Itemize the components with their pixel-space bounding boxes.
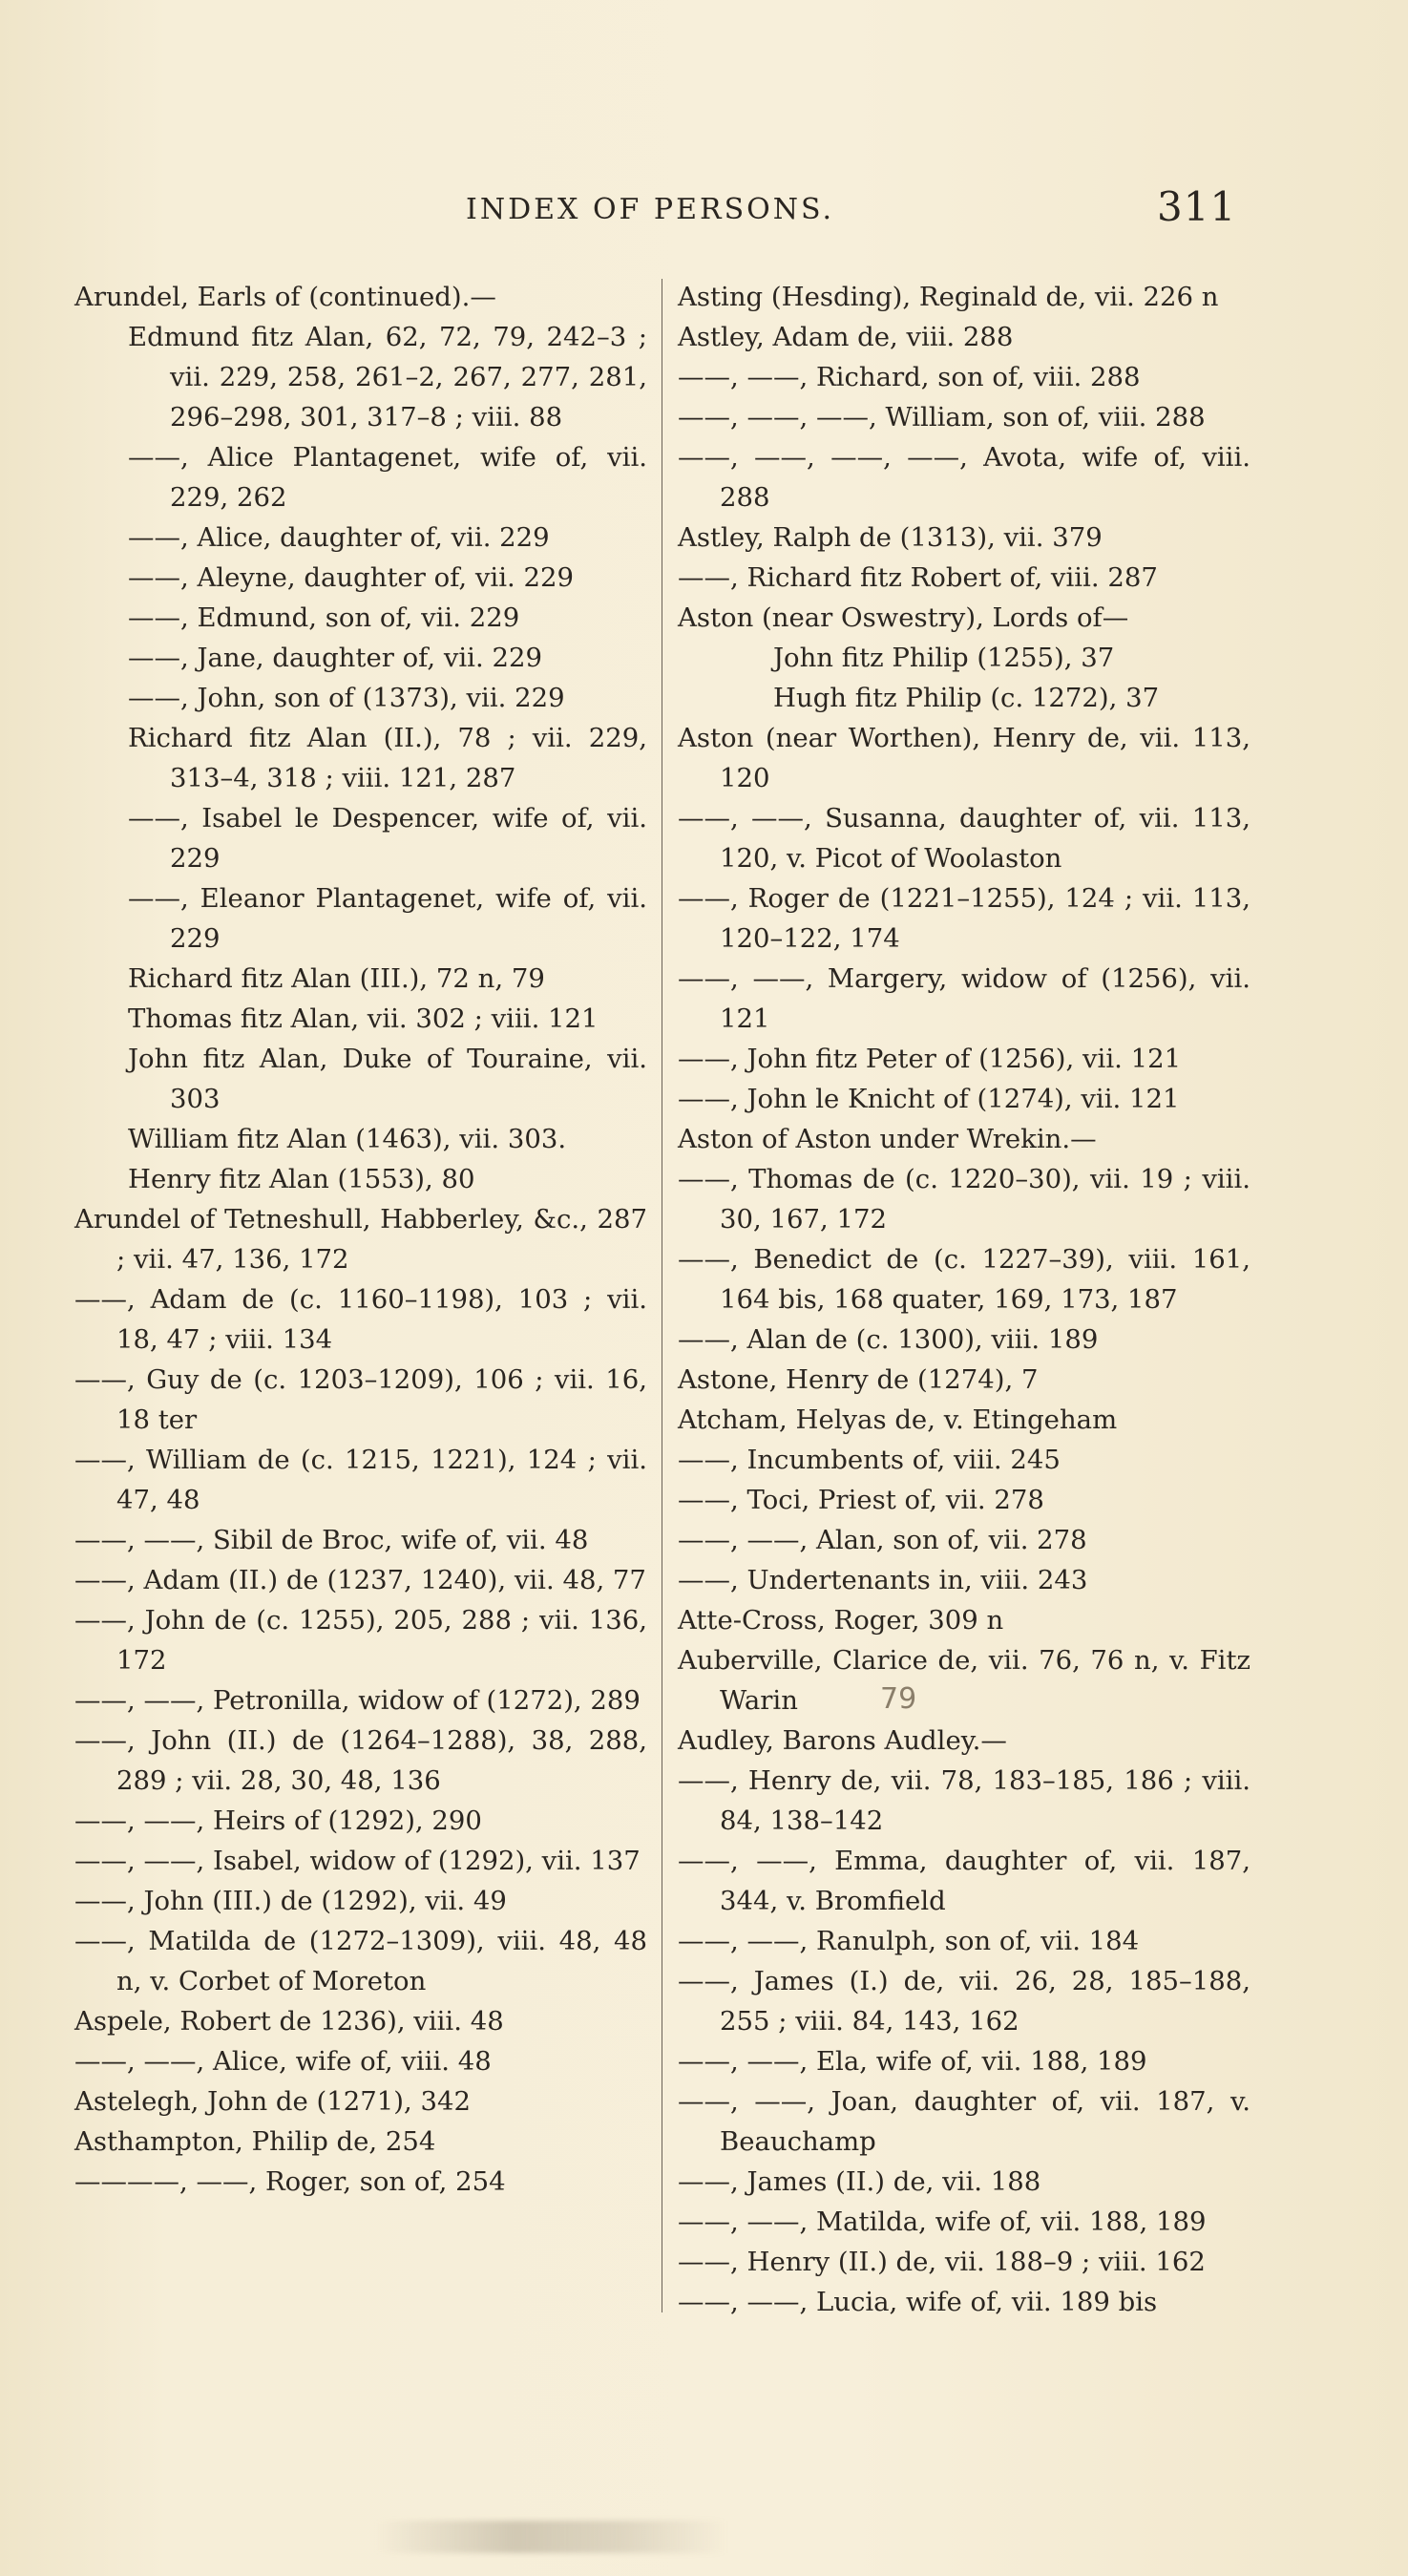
index-entry: ——, Alan de (c. 1300), viii. 189 bbox=[678, 1324, 1099, 1355]
paper-scrap-mark bbox=[374, 2521, 727, 2553]
index-entry: Aspele, Robert de 1236), viii. 48 bbox=[74, 2006, 504, 2037]
index-entry: Aston of Aston under Wrekin.— bbox=[678, 1124, 1097, 1154]
index-entry: ——, ——, Richard, son of, viii. 288 bbox=[678, 362, 1141, 392]
index-entry: ——, ——, Alice, wife of, viii. 48 bbox=[74, 2046, 492, 2077]
index-entry: ——, Isabel le Despencer, wife of, vii. 229 bbox=[128, 803, 647, 874]
index-entry: ——, John fitz Peter of (1256), vii. 121 bbox=[678, 1044, 1182, 1074]
index-entry: ——, Matilda de (1272–1309), viii. 48, 48 n, v. Corbet of Moreton bbox=[74, 1926, 647, 1996]
index-entry: Astone, Henry de (1274), 7 bbox=[678, 1364, 1039, 1395]
index-entry: ——, ——, Petronilla, widow of (1272), 289 bbox=[74, 1685, 641, 1716]
index-entry: Richard fitz Alan (II.), 78 ; vii. 229, 313–4, 318 ; viii. 121, 287 bbox=[128, 723, 647, 793]
index-entry: ——, ——, Sibil de Broc, wife of, vii. 48 bbox=[74, 1525, 589, 1555]
index-entry: ——, John le Knicht of (1274), vii. 121 bbox=[678, 1084, 1180, 1114]
index-entry: ——, ——, Susanna, daughter of, vii. 113, 120, v. Picot of Woolaston bbox=[678, 803, 1250, 874]
index-entry: Aston (near Oswestry), Lords of— bbox=[678, 602, 1129, 633]
index-entry: ——, ——, Emma, daughter of, vii. 187, 344, v. Bromfield bbox=[678, 1846, 1250, 1916]
right-index-column bbox=[678, 277, 1250, 2322]
index-entry: Atte-Cross, Roger, 309 n bbox=[678, 1605, 1004, 1636]
index-entry: ——, ——, Heirs of (1292), 290 bbox=[74, 1805, 482, 1836]
index-entry: ——, Adam de (c. 1160–1198), 103 ; vii. 18, 47 ; viii. 134 bbox=[74, 1284, 647, 1355]
index-entry: ——, ——, Alan, son of, vii. 278 bbox=[678, 1525, 1087, 1555]
index-entry: ——, Guy de (c. 1203–1209), 106 ; vii. 16, 18 ter bbox=[74, 1364, 647, 1435]
index-entry: ——, Alice Plantagenet, wife of, vii. 229, 262 bbox=[128, 442, 647, 513]
page-number: 311 bbox=[1157, 183, 1237, 230]
index-entry: Aston (near Worthen), Henry de, vii. 113, 120 bbox=[678, 723, 1250, 793]
index-entry: Astley, Adam de, viii. 288 bbox=[678, 322, 1014, 352]
index-entry: ——, Henry de, vii. 78, 183–185, 186 ; viii. 84, 138–142 bbox=[678, 1765, 1250, 1836]
index-entry: ——, ——, ——, ——, Avota, wife of, viii. 288 bbox=[678, 442, 1250, 513]
index-entry: ——, ——, ——, William, son of, viii. 288 bbox=[678, 402, 1206, 433]
index-entry: Henry fitz Alan (1553), 80 bbox=[128, 1164, 475, 1194]
index-entry: ——, James (I.) de, vii. 26, 28, 185–188, 255 ; viii. 84, 143, 162 bbox=[678, 1966, 1250, 2037]
index-entry: ——, John, son of (1373), vii. 229 bbox=[128, 683, 565, 713]
index-entry: Richard fitz Alan (III.), 72 n, 79 bbox=[128, 963, 545, 994]
index-entry: Asting (Hesding), Reginald de, vii. 226 n bbox=[678, 282, 1219, 312]
index-entry: ——, ——, Margery, widow of (1256), vii. 121 bbox=[678, 963, 1250, 1034]
index-entry: ————, ——, Roger, son of, 254 bbox=[74, 2166, 506, 2197]
index-entry: ——, ——, Ela, wife of, vii. 188, 189 bbox=[678, 2046, 1147, 2077]
index-entry: Arundel, Earls of (continued).— bbox=[74, 282, 496, 312]
left-index-column bbox=[74, 277, 647, 2202]
index-entry: Audley, Barons Audley.— bbox=[678, 1725, 1007, 1756]
index-entry: ——, ——, Matilda, wife of, vii. 188, 189 bbox=[678, 2206, 1207, 2237]
index-entry: John fitz Philip (1255), 37 bbox=[773, 643, 1115, 673]
index-entry: ——, Adam (II.) de (1237, 1240), vii. 48, 77 bbox=[74, 1565, 646, 1595]
index-entry: ——, Eleanor Plantagenet, wife of, vii. 229 bbox=[128, 883, 647, 954]
index-entry: ——, ——, Isabel, widow of (1292), vii. 137 bbox=[74, 1846, 641, 1876]
index-entry: ——, ——, Ranulph, son of, vii. 184 bbox=[678, 1926, 1140, 1956]
index-entry: ——, William de (c. 1215, 1221), 124 ; vii. 47, 48 bbox=[74, 1445, 647, 1515]
index-entry: ——, James (II.) de, vii. 188 bbox=[678, 2166, 1041, 2197]
index-entry: William fitz Alan (1463), vii. 303. bbox=[128, 1124, 567, 1154]
index-entry: ——, Incumbents of, viii. 245 bbox=[678, 1445, 1061, 1475]
page-header bbox=[0, 183, 1408, 241]
index-entry: ——, John (III.) de (1292), vii. 49 bbox=[74, 1886, 507, 1916]
index-entry: ——, John de (c. 1255), 205, 288 ; vii. 136, 172 bbox=[74, 1605, 647, 1676]
index-entry: ——, Alice, daughter of, vii. 229 bbox=[128, 522, 550, 553]
index-entry: ——, Benedict de (c. 1227–39), viii. 161, 164 bis, 168 quater, 169, 173, 187 bbox=[678, 1244, 1250, 1315]
index-entry: John fitz Alan, Duke of Touraine, vii. 303 bbox=[128, 1044, 647, 1114]
index-entry: Arundel of Tetneshull, Habberley, &c., 287 ; vii. 47, 136, 172 bbox=[74, 1204, 647, 1275]
index-entry: Asthampton, Philip de, 254 bbox=[74, 2126, 436, 2157]
index-entry: Astley, Ralph de (1313), vii. 379 bbox=[678, 522, 1103, 553]
index-entry: ——, John (II.) de (1264–1288), 38, 288, 289 ; vii. 28, 30, 48, 136 bbox=[74, 1725, 647, 1796]
index-entry: ——, ——, Joan, daughter of, vii. 187, v. Beauchamp bbox=[678, 2086, 1250, 2157]
index-entry: Atcham, Helyas de, v. Etingeham bbox=[678, 1404, 1118, 1435]
index-entry: ——, ——, Lucia, wife of, vii. 189 bis bbox=[678, 2287, 1158, 2317]
index-entry: ——, Jane, daughter of, vii. 229 bbox=[128, 643, 542, 673]
index-entry: Thomas fitz Alan, vii. 302 ; viii. 121 bbox=[128, 1003, 599, 1034]
index-entry: ——, Roger de (1221–1255), 124 ; vii. 113, 120–122, 174 bbox=[678, 883, 1250, 954]
index-entry: ——, Thomas de (c. 1220–30), vii. 19 ; viii. 30, 167, 172 bbox=[678, 1164, 1250, 1235]
running-head: INDEX OF PERSONS. bbox=[466, 193, 834, 226]
pencil-margin-number: 79 bbox=[880, 1682, 917, 1716]
index-entry: ——, Henry (II.) de, vii. 188–9 ; viii. 162 bbox=[678, 2247, 1206, 2277]
index-entry: ——, Richard fitz Robert of, viii. 287 bbox=[678, 562, 1158, 593]
index-entry: ——, Undertenants in, viii. 243 bbox=[678, 1565, 1088, 1595]
index-entry: ——, Edmund, son of, vii. 229 bbox=[128, 602, 520, 633]
index-entry: ——, Aleyne, daughter of, vii. 229 bbox=[128, 562, 574, 593]
index-entry: Auberville, Clarice de, vii. 76, 76 n, v. Fitz Warin bbox=[678, 1645, 1250, 1716]
index-entry: Astelegh, John de (1271), 342 bbox=[74, 2086, 471, 2117]
index-entry: Hugh fitz Philip (c. 1272), 37 bbox=[773, 683, 1160, 713]
index-entry: Edmund fitz Alan, 62, 72, 79, 242–3 ; vii. 229, 258, 261–2, 267, 277, 281, 296–298, 301, 317–8 ; viii. 88 bbox=[128, 322, 647, 433]
index-entry: ——, Toci, Priest of, vii. 278 bbox=[678, 1485, 1044, 1515]
